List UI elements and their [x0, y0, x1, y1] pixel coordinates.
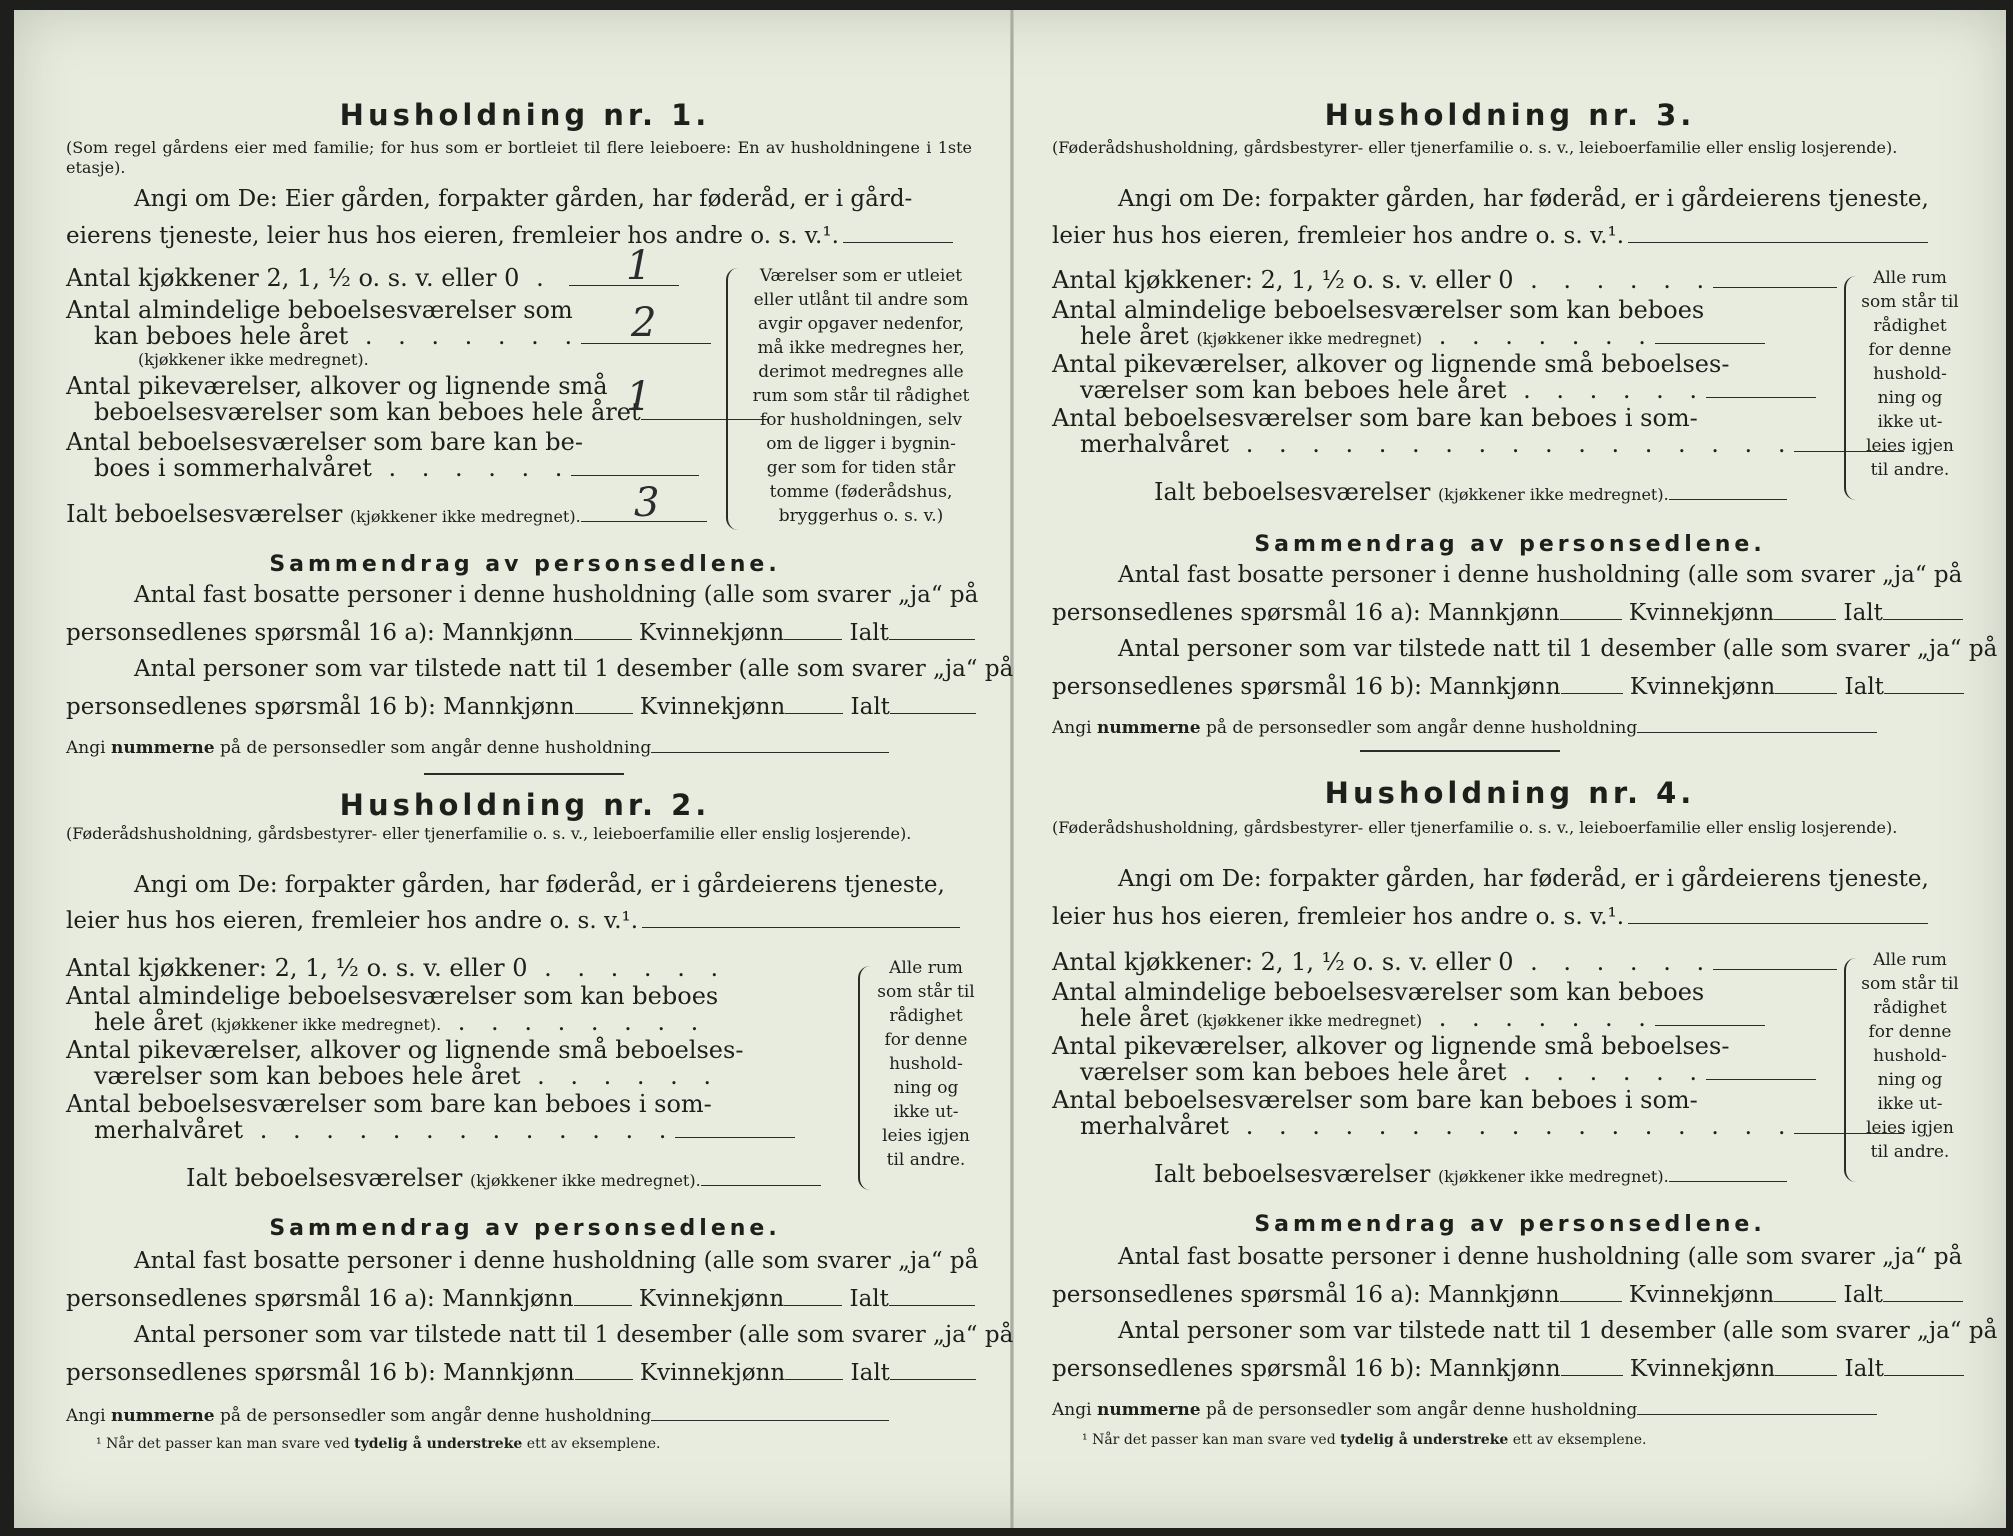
hh2-side-line: leies igjen: [882, 1126, 970, 1146]
hh3-tilstede-label: personsedlenes spørsmål 16 b):: [1052, 674, 1422, 700]
hh4-side-line: ning og: [1877, 1070, 1943, 1090]
hh1-side-line: Værelser som er utleiet: [759, 266, 963, 286]
hh2-angi-field[interactable]: [642, 927, 960, 928]
hh4-side-line: for denne: [1868, 1022, 1952, 1042]
footnote-post: ett av eksemplene.: [1512, 1432, 1647, 1448]
hh1-fast-line1: Antal fast bosatte personer i denne husholdning (alle som svarer „ja“ på: [134, 582, 979, 608]
hh4-som-row1: Antal beboelsesværelser som bare kan beboes i som-: [1052, 1086, 1698, 1114]
hh4-pike-field[interactable]: [1706, 1079, 1816, 1080]
hh3-ialt-note: (kjøkkener ikke medregnet).: [1437, 485, 1669, 504]
hh4-fast-ialt-field[interactable]: [1883, 1301, 1963, 1302]
hh4-ialt-label: Ialt beboelsesværelser: [1154, 1160, 1431, 1188]
hh3-pike-field[interactable]: [1706, 397, 1816, 398]
hh3-pike-row1: Antal pikeværelser, alkover og lignende små beboelses-: [1052, 350, 1730, 378]
hh3-pike-row2: værelser som kan beboes hele året . . . . . .: [1080, 376, 1816, 404]
hh4-fast-line1: Antal fast bosatte personer i denne husholdning (alle som svarer „ja“ på: [1118, 1244, 1963, 1270]
hh4-alm-row2: hele året (kjøkkener ikke medregnet) . . . . . . .: [1080, 1004, 1765, 1032]
hh3-fast-label: personsedlenes spørsmål 16 a):: [1052, 600, 1421, 626]
hh3-tilstede-ialt-field[interactable]: [1884, 693, 1964, 694]
hh4-pike-row2: værelser som kan beboes hele året . . . . . .: [1080, 1058, 1816, 1086]
hh3-alm-field[interactable]: [1655, 343, 1765, 344]
hh1-fast-ialt: Ialt: [849, 620, 889, 646]
hh3-som-label: merhalvåret: [1080, 430, 1230, 458]
hh4-kjokken-label: Antal kjøkkener: 2, 1, ½ o. s. v. eller 0: [1052, 948, 1514, 976]
right-page: [1052, 0, 1998, 1536]
hh3-ialt-row: [1154, 478, 1787, 506]
hh1-alm-label: kan beboes hele året: [94, 322, 349, 350]
hh2-sidenote: [868, 956, 984, 1172]
hh1-side-line: ger som for tiden står: [766, 458, 956, 478]
hh1-alm-row1: Antal almindelige beboelsesværelser som: [66, 296, 573, 324]
hh4-tilstede-ialt: Ialt: [1844, 1356, 1884, 1382]
hh4-side-line: rådighet: [1873, 998, 1947, 1018]
hh4-angi-numbers: [1052, 1400, 1877, 1420]
hh2-alm-label: hele året: [94, 1008, 203, 1036]
hh1-ialt-label: Ialt beboelsesværelser: [66, 500, 343, 528]
footnote-mark: ¹: [1082, 1432, 1088, 1448]
hh1-alm-row2: kan beboes hele året . . . . . . .: [94, 322, 711, 350]
hh2-tilstede-line1: Antal personer som var tilstede natt til 1 desember (alle som svarer „ja“ på: [134, 1322, 1014, 1348]
hh1-side-line: for husholdningen, selv: [759, 410, 963, 430]
hh3-fast-ialt-field[interactable]: [1883, 619, 1963, 620]
page-fold: [1010, 10, 1014, 1528]
hh1-ialt-note: (kjøkkener ikke medregnet).: [349, 507, 581, 526]
hh4-pike-row1: Antal pikeværelser, alkover og lignende små beboelses-: [1052, 1032, 1730, 1060]
hh3-sidenote: [1852, 266, 1968, 482]
hh4-side-line: hushold-: [1873, 1046, 1947, 1066]
hh2-angi-bold: nummerne: [110, 1406, 215, 1426]
hh4-tilstede-line1: Antal personer som var tilstede natt til 1 desember (alle som svarer „ja“ på: [1118, 1318, 1998, 1344]
hh3-tilstede-line2: [1052, 674, 1968, 700]
hh1-alm-value: 2: [631, 300, 657, 346]
hh2-alm-row1: Antal almindelige beboelsesværelser som kan beboes: [66, 982, 719, 1010]
hh1-som-row1: Antal beboelsesværelser som bare kan be-: [66, 428, 583, 456]
hh1-fast-kvinne-field[interactable]: [784, 639, 842, 640]
hh2-summary-heading: Sammendrag av personsedlene.: [269, 1216, 781, 1241]
hh4-ialt-field[interactable]: [1669, 1181, 1787, 1182]
hh1-side-line: tomme (føderådshus,: [769, 482, 953, 502]
hh1-kjokken-row: Antal kjøkkener 2, 1, ½ o. s. v. eller 0 .: [66, 264, 679, 292]
footnote-bold: tydelig å understreke: [354, 1436, 523, 1452]
hh3-pike-label: værelser som kan beboes hele året: [1080, 376, 1507, 404]
hh1-kjokken-label: Antal kjøkkener 2, 1, ½ o. s. v. eller 0: [66, 264, 520, 292]
hh3-fast-ialt: Ialt: [1843, 600, 1883, 626]
hh4-som-label: merhalvåret: [1080, 1112, 1230, 1140]
hh1-side-line: rum som står til rådighet: [752, 386, 970, 406]
hh3-tilstede-kvinne-field[interactable]: [1775, 693, 1837, 694]
hh4-fast-line2: [1052, 1282, 1968, 1308]
hh4-kjokken-field[interactable]: [1713, 969, 1837, 970]
hh2-ialt-label: Ialt beboelsesværelser: [186, 1164, 463, 1192]
hh1-fast-kvinne: Kvinnekjønn: [638, 620, 785, 646]
hh1-angi-bold: nummerne: [110, 738, 215, 758]
hh1-angi-text: eierens tjeneste, leier hus hos eieren, fremleier hos andre o. s. v.¹.: [66, 223, 839, 249]
hh2-angi-numbers: [66, 1406, 889, 1426]
hh4-alm-note: (kjøkkener ikke medregnet): [1196, 1011, 1423, 1030]
hh1-tilstede-label: personsedlenes spørsmål 16 b):: [66, 694, 436, 720]
hh1-tilstede-line1: Antal personer som var tilstede natt til 1 desember (alle som svarer „ja“ på: [134, 656, 1014, 682]
hh3-side-line: ning og: [1877, 388, 1943, 408]
hh2-side-line: ikke ut-: [893, 1102, 959, 1122]
hh2-fast-ialt-field[interactable]: [889, 1305, 975, 1306]
hh2-fast-label: personsedlenes spørsmål 16 a):: [66, 1286, 435, 1312]
hh2-tilstede-ialt-field[interactable]: [890, 1379, 976, 1380]
hh1-angi-post: på de personsedler som angår denne husholdning: [220, 738, 652, 758]
hh1-kjokken-value: 1: [626, 243, 652, 289]
hh2-angi-text: leier hus hos eieren, fremleier hos andre o. s. v.¹.: [66, 908, 639, 934]
hh1-sidenote: [738, 264, 984, 528]
hh1-ialt-value: 3: [634, 480, 660, 526]
hh3-ialt-field[interactable]: [1669, 499, 1787, 500]
hh3-fast-mann-field[interactable]: [1560, 619, 1622, 620]
hh-divider: [424, 773, 624, 775]
hh1-side-line: eller utlånt til andre som: [753, 290, 969, 310]
hh2-angi-post: på de personsedler som angår denne husholdning: [220, 1406, 652, 1426]
hh2-side-line: Alle rum: [889, 958, 963, 978]
hh1-tilstede-kvinne-field[interactable]: [785, 713, 843, 714]
hh1-brace: [726, 268, 738, 530]
footnote-bold: tydelig å understreke: [1340, 1432, 1509, 1448]
hh2-fast-mann: Mannkjønn: [442, 1286, 574, 1312]
hh1-angi-line2: [66, 223, 984, 249]
hh4-tilstede-mann-field[interactable]: [1561, 1375, 1623, 1376]
hh1-angi-line1: Angi om De: Eier gården, forpakter gården, har føderåd, er i gård-: [134, 186, 913, 212]
hh1-fast-label: personsedlenes spørsmål 16 a):: [66, 620, 435, 646]
right-footnote: [1082, 1432, 1646, 1448]
hh4-angi-bold: nummerne: [1096, 1400, 1201, 1420]
hh3-angi-bold: nummerne: [1096, 718, 1201, 738]
hh3-fast-line2: [1052, 600, 1968, 626]
hh1-side-line: derimot medregnes alle: [758, 362, 964, 382]
hh3-angi-numbers-field[interactable]: [1637, 732, 1877, 733]
hh2-som-row1: Antal beboelsesværelser som bare kan beboes i som-: [66, 1090, 712, 1118]
left-page: [66, 0, 1014, 1536]
hh1-angi-numbers-field[interactable]: [651, 752, 889, 753]
hh3-angi-field[interactable]: [1628, 242, 1928, 243]
hh3-som-row1: Antal beboelsesværelser som bare kan beboes i som-: [1052, 404, 1698, 432]
hh3-angi-pre: Angi: [1052, 718, 1092, 738]
hh1-angi-field[interactable]: [843, 242, 953, 243]
hh4-side-line: ikke ut-: [1877, 1094, 1943, 1114]
hh2-pike-row1: Antal pikeværelser, alkover og lignende små beboelses-: [66, 1036, 744, 1064]
hh2-fast-ialt: Ialt: [849, 1286, 889, 1312]
hh3-fast-kvinne: Kvinnekjønn: [1628, 600, 1775, 626]
hh2-side-line: ning og: [893, 1078, 959, 1098]
hh1-pike-label: beboelsesværelser som kan beboes hele året: [94, 398, 641, 426]
hh2-fast-line1: Antal fast bosatte personer i denne husholdning (alle som svarer „ja“ på: [134, 1248, 979, 1274]
hh3-tilstede-ialt: Ialt: [1844, 674, 1884, 700]
hh3-angi-numbers: [1052, 718, 1877, 738]
hh4-side-line: som står til: [1861, 974, 1959, 994]
hh1-fast-line2: [66, 620, 984, 646]
hh3-alm-row1: Antal almindelige beboelsesværelser som kan beboes: [1052, 296, 1705, 324]
hh4-alm-row1: Antal almindelige beboelsesværelser som kan beboes: [1052, 978, 1705, 1006]
hh2-tilstede-line2: [66, 1360, 984, 1386]
hh1-som-row2: boes i sommerhalvåret . . . . . .: [94, 454, 699, 482]
hh3-angi-line2: [1052, 223, 1968, 249]
hh3-fast-mann: Mannkjønn: [1428, 600, 1560, 626]
hh4-angi-field[interactable]: [1628, 923, 1928, 924]
hh3-fast-kvinne-field[interactable]: [1774, 619, 1836, 620]
footnote-pre: Når det passer kan man svare ved: [106, 1436, 350, 1452]
hh4-tilstede-kvinne: Kvinnekjønn: [1629, 1356, 1776, 1382]
hh1-fast-mann-field[interactable]: [574, 639, 632, 640]
hh3-kjokken-label: Antal kjøkkener: 2, 1, ½ o. s. v. eller 0: [1052, 266, 1514, 294]
hh1-angi-numbers: [66, 738, 889, 758]
hh3-fast-line1: Antal fast bosatte personer i denne husholdning (alle som svarer „ja“ på: [1118, 562, 1963, 588]
hh1-fast-ialt-field[interactable]: [889, 639, 975, 640]
hh2-som-label: merhalvåret: [94, 1116, 244, 1144]
hh4-title: Husholdning nr. 4.: [1324, 776, 1696, 810]
hh4-angi-numbers-field[interactable]: [1637, 1414, 1877, 1415]
hh4-tilstede-label: personsedlenes spørsmål 16 b):: [1052, 1356, 1422, 1382]
hh3-side-line: for denne: [1868, 340, 1952, 360]
hh2-side-line: som står til: [877, 982, 975, 1002]
hh1-side-line: må ikke medregnes her,: [757, 338, 965, 358]
hh4-ialt-row: [1154, 1160, 1787, 1188]
hh1-tilstede-mann: Mannkjønn: [443, 694, 575, 720]
hh2-note: (Føderådshusholdning, gårdsbestyrer- eller tjenerfamilie o. s. v., leieboerfamilie eller enslig losjerende).: [66, 824, 912, 843]
hh3-summary-heading: Sammendrag av personsedlene.: [1254, 532, 1766, 557]
hh3-angi-line1: Angi om De: forpakter gården, har føderåd, er i gårdeierens tjeneste,: [1118, 186, 1929, 212]
hh2-tilstede-ialt: Ialt: [850, 1360, 890, 1386]
hh4-note: (Føderådshusholdning, gårdsbestyrer- eller tjenerfamilie o. s. v., leieboerfamilie eller enslig losjerende).: [1052, 818, 1898, 837]
hh4-som-row2: merhalvåret . . . . . . . . . . . . . . . . .: [1080, 1112, 1904, 1140]
hh4-alm-field[interactable]: [1655, 1025, 1765, 1026]
hh4-fast-mann: Mannkjønn: [1428, 1282, 1560, 1308]
hh3-side-line: til andre.: [1870, 460, 1950, 480]
hh3-side-line: leies igjen: [1866, 436, 1954, 456]
hh3-angi-text: leier hus hos eieren, fremleier hos andre o. s. v.¹.: [1052, 223, 1625, 249]
hh4-ialt-note: (kjøkkener ikke medregnet).: [1437, 1167, 1669, 1186]
hh2-som-row2: merhalvåret . . . . . . . . . . . . .: [94, 1116, 795, 1144]
hh3-alm-row2: hele året (kjøkkener ikke medregnet) . . . . . . .: [1080, 322, 1765, 350]
hh2-kjokken-row: Antal kjøkkener: 2, 1, ½ o. s. v. eller 0 . . . . . .: [66, 954, 728, 982]
hh1-kjokken-field[interactable]: [569, 285, 679, 286]
hh3-side-line: som står til: [1861, 292, 1959, 312]
hh3-tilstede-mann: Mannkjønn: [1429, 674, 1561, 700]
hh2-fast-mann-field[interactable]: [574, 1305, 632, 1306]
hh3-tilstede-line1: Antal personer som var tilstede natt til 1 desember (alle som svarer „ja“ på: [1118, 636, 1998, 662]
hh2-alm-row2: hele året (kjøkkener ikke medregnet). . . . . . . . .: [94, 1008, 708, 1036]
hh4-angi-post: på de personsedler som angår denne husholdning: [1206, 1400, 1638, 1420]
hh2-ialt-field[interactable]: [701, 1185, 821, 1186]
hh4-side-line: til andre.: [1870, 1142, 1950, 1162]
hh4-pike-label: værelser som kan beboes hele året: [1080, 1058, 1507, 1086]
hh1-tilstede-mann-field[interactable]: [575, 713, 633, 714]
hh1-summary-heading: Sammendrag av personsedlene.: [269, 552, 781, 577]
hh1-pike-row2: [94, 398, 769, 426]
hh3-title: Husholdning nr. 3.: [1324, 98, 1696, 132]
left-footnote: [96, 1436, 660, 1452]
hh4-fast-kvinne-field[interactable]: [1774, 1301, 1836, 1302]
hh1-note: (Som regel gårdens eier med familie; for hus som er bortleiet til flere leieboere: En av husholdningene i 1ste etasje).: [66, 138, 972, 177]
hh1-angi-pre: Angi: [66, 738, 106, 758]
hh2-angi-numbers-field[interactable]: [651, 1420, 889, 1421]
hh4-angi-line2: [1052, 904, 1968, 930]
hh3-side-line: rådighet: [1873, 316, 1947, 336]
hh2-ialt-note: (kjøkkener ikke medregnet).: [469, 1171, 701, 1190]
hh1-pike-value: 1: [626, 374, 652, 420]
hh4-angi-pre: Angi: [1052, 1400, 1092, 1420]
hh3-ialt-label: Ialt beboelsesværelser: [1154, 478, 1431, 506]
hh1-som-field[interactable]: [571, 475, 699, 476]
hh4-sidenote: [1852, 948, 1968, 1164]
hh1-som-label: boes i sommerhalvåret: [94, 454, 372, 482]
hh2-side-line: for denne: [884, 1030, 968, 1050]
hh3-kjokken-field[interactable]: [1713, 287, 1837, 288]
hh-divider: [1360, 750, 1560, 752]
hh4-tilstede-kvinne-field[interactable]: [1775, 1375, 1837, 1376]
hh3-kjokken-row: Antal kjøkkener: 2, 1, ½ o. s. v. eller 0 . . . . . .: [1052, 266, 1837, 294]
hh1-side-line: bryggerhus o. s. v.): [778, 506, 944, 526]
hh2-side-line: rådighet: [889, 1006, 963, 1026]
hh2-side-line: til andre.: [886, 1150, 966, 1170]
hh2-som-field[interactable]: [675, 1137, 795, 1138]
hh2-fast-kvinne-field[interactable]: [784, 1305, 842, 1306]
hh3-side-line: hushold-: [1873, 364, 1947, 384]
hh2-kjokken-label: Antal kjøkkener: 2, 1, ½ o. s. v. eller 0: [66, 954, 528, 982]
hh3-tilstede-kvinne: Kvinnekjønn: [1629, 674, 1776, 700]
hh1-ialt-row: [66, 500, 707, 528]
footnote-mark: ¹: [96, 1436, 102, 1452]
hh4-tilstede-line2: [1052, 1356, 1968, 1382]
hh2-tilstede-kvinne-field[interactable]: [785, 1379, 843, 1380]
hh2-title: Husholdning nr. 2.: [339, 788, 711, 822]
hh2-fast-line2: [66, 1286, 984, 1312]
hh2-fast-kvinne: Kvinnekjønn: [638, 1286, 785, 1312]
hh4-fast-mann-field[interactable]: [1560, 1301, 1622, 1302]
hh4-side-line: leies igjen: [1866, 1118, 1954, 1138]
hh4-kjokken-row: Antal kjøkkener: 2, 1, ½ o. s. v. eller 0 . . . . . .: [1052, 948, 1837, 976]
hh1-pike-row1: Antal pikeværelser, alkover og lignende små: [66, 372, 608, 400]
hh1-tilstede-ialt: Ialt: [850, 694, 890, 720]
hh3-angi-post: på de personsedler som angår denne husholdning: [1206, 718, 1638, 738]
hh4-side-line: Alle rum: [1873, 950, 1947, 970]
hh4-alm-label: hele året: [1080, 1004, 1189, 1032]
hh2-tilstede-kvinne: Kvinnekjønn: [639, 1360, 786, 1386]
hh2-tilstede-mann: Mannkjønn: [443, 1360, 575, 1386]
hh2-ialt-row: [186, 1164, 821, 1192]
hh1-alm-note: (kjøkkener ikke medregnet).: [138, 350, 369, 369]
hh2-angi-line1: Angi om De: forpakter gården, har føderåd, er i gårdeierens tjeneste,: [134, 872, 945, 898]
hh1-fast-mann: Mannkjønn: [442, 620, 574, 646]
hh2-tilstede-label: personsedlenes spørsmål 16 b):: [66, 1360, 436, 1386]
hh3-side-line: ikke ut-: [1877, 412, 1943, 432]
hh1-tilstede-line2: [66, 694, 984, 720]
hh4-tilstede-mann: Mannkjønn: [1429, 1356, 1561, 1382]
hh3-tilstede-mann-field[interactable]: [1561, 693, 1623, 694]
hh4-fast-kvinne: Kvinnekjønn: [1628, 1282, 1775, 1308]
hh1-tilstede-ialt-field[interactable]: [890, 713, 976, 714]
hh3-side-line: Alle rum: [1873, 268, 1947, 288]
hh4-angi-line1: Angi om De: forpakter gården, har føderåd, er i gårdeierens tjeneste,: [1118, 866, 1929, 892]
footnote-pre: Når det passer kan man svare ved: [1092, 1432, 1336, 1448]
hh1-side-line: om de ligger i bygnin-: [766, 434, 956, 454]
hh4-fast-ialt: Ialt: [1843, 1282, 1883, 1308]
hh2-angi-line2: [66, 908, 984, 934]
hh3-alm-note: (kjøkkener ikke medregnet): [1196, 329, 1423, 348]
hh2-tilstede-mann-field[interactable]: [575, 1379, 633, 1380]
hh1-title: Husholdning nr. 1.: [339, 98, 711, 132]
hh1-tilstede-kvinne: Kvinnekjønn: [639, 694, 786, 720]
hh4-tilstede-ialt-field[interactable]: [1884, 1375, 1964, 1376]
hh2-alm-note: (kjøkkener ikke medregnet).: [210, 1015, 442, 1034]
hh2-angi-pre: Angi: [66, 1406, 106, 1426]
hh2-pike-row2: værelser som kan beboes hele året . . . . . .: [94, 1062, 721, 1090]
hh2-side-line: hushold-: [889, 1054, 963, 1074]
hh4-angi-text: leier hus hos eieren, fremleier hos andre o. s. v.¹.: [1052, 904, 1625, 930]
hh1-side-line: avgir opgaver nedenfor,: [757, 314, 964, 334]
hh3-som-row2: merhalvåret . . . . . . . . . . . . . . . . .: [1080, 430, 1904, 458]
hh3-alm-label: hele året: [1080, 322, 1189, 350]
footnote-post: ett av eksemplene.: [526, 1436, 661, 1452]
hh3-note: (Føderådshusholdning, gårdsbestyrer- eller tjenerfamilie o. s. v., leieboerfamilie eller enslig losjerende).: [1052, 138, 1898, 157]
hh4-summary-heading: Sammendrag av personsedlene.: [1254, 1212, 1766, 1237]
hh4-fast-label: personsedlenes spørsmål 16 a):: [1052, 1282, 1421, 1308]
hh2-pike-label: værelser som kan beboes hele året: [94, 1062, 521, 1090]
